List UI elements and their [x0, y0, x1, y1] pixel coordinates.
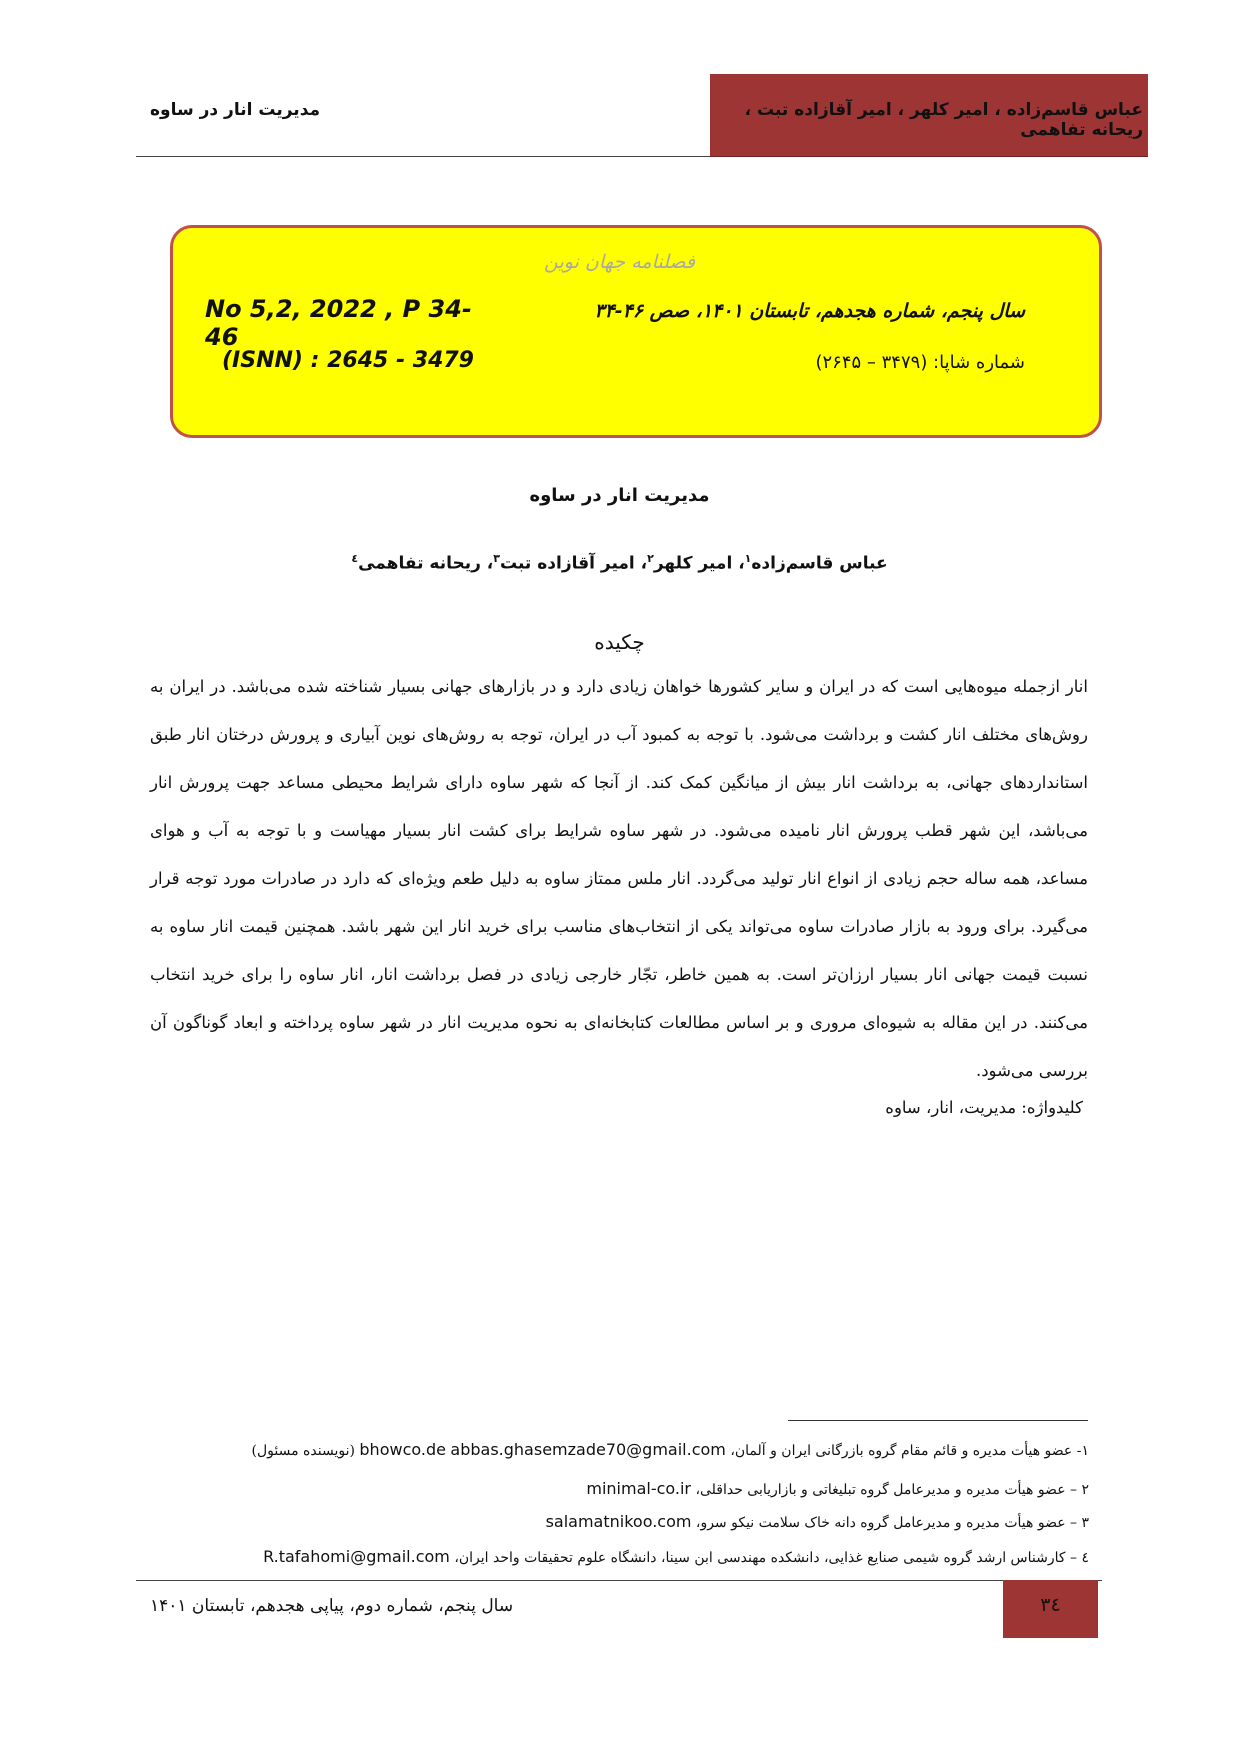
footnote-text: ٤ – کارشناس ارشد گروه شیمی صنایع غذایی، دانشکده مهندسی ابن سینا، دانشگاه علوم تحقیقات واحد ایران،	[449, 1550, 1089, 1566]
footnote-website[interactable]: bhowco.de	[359, 1440, 446, 1459]
header-rule	[136, 156, 710, 157]
journal-name: فصلنامه جهان نوین	[544, 251, 695, 273]
footnote-email[interactable]: R.tafahomi@gmail.com	[263, 1547, 450, 1566]
footnote-website[interactable]: minimal-co.ir	[586, 1479, 691, 1498]
footnote-4	[129, 1547, 1089, 1566]
header-title: مدیریت انار در ساوه	[150, 100, 321, 120]
author-mark: ۳	[493, 552, 500, 565]
author-mark: ۲	[647, 552, 654, 565]
footnote-website[interactable]: salamatnikoo.com	[545, 1512, 692, 1531]
footnote-note: (نویسنده مسئول)	[251, 1443, 355, 1459]
issn-english: (ISNN) : 2645 - 3479	[222, 348, 474, 373]
issue-info-persian: سال پنجم، شماره هجدهم، تابستان ۱۴۰۱، صص ۴۶-۳۴	[594, 300, 1025, 322]
author-name: عباس قاسم‌زاده	[751, 553, 888, 574]
article-title: مدیریت انار در ساوه	[529, 485, 710, 506]
author-name: ریحانه تفاهمی	[358, 553, 481, 574]
footer-rule	[136, 1580, 1102, 1581]
footnote-email[interactable]: abbas.ghasemzade70@gmail.com	[450, 1440, 726, 1459]
footer-issue-info: سال پنجم، شماره دوم، پیاپی هجدهم، تابستان ۱۴۰۱	[150, 1596, 514, 1616]
footnote-rule	[788, 1420, 1088, 1421]
author-name: امیر کلهر	[653, 553, 733, 574]
abstract-heading: چکیده	[594, 630, 645, 654]
page-number: ۳٤	[1040, 1594, 1061, 1616]
author-name: امیر آقازاده تبت	[500, 553, 635, 574]
footnote-2	[129, 1479, 1089, 1498]
issue-info-english: No 5,2, 2022 , P 34-46	[205, 295, 472, 351]
keywords: کلیدواژه: مدیریت، انار، ساوه	[885, 1098, 1083, 1117]
header-authors: عباس قاسم‌زاده ، امیر کلهر ، امیر آقازاده تبت ، ریحانه تفاهمی	[744, 100, 1143, 140]
author-mark: ۱	[744, 552, 752, 565]
footnote-3	[129, 1512, 1089, 1531]
footnote-text: ۱- عضو هیأت مدیره و قائم مقام گروه بازرگانی ایران و آلمان،	[725, 1443, 1089, 1459]
footnote-text: ۲ – عضو هیأت مدیره و مدیرعامل گروه تبلیغاتی و بازاریابی حداقلی،	[691, 1482, 1089, 1498]
author-mark: ٤	[351, 552, 359, 565]
abstract-body: انار ازجمله میوه‌هایی است که در ایران و سایر کشورها خواهان زیادی دارد و در بازارهای جهانی بسیار شناخته شده می‌باشد. در ایران به روش‌های مختلف انار کشت و برداشت می‌شود. با توجه به کمبود آب در ایران، توجه به روش‌های نوین آبیاری و پرورش درختان انار طبق استانداردهای جهانی، به برداشت انار بیش از میانگین کمک کند. از آنجا که شهر ساوه دارای شرایط محیطی مساعد جهت پرورش انار می‌باشد، این شهر قطب پرورش انار نامیده می‌شود. در شهر ساوه شرایط برای کشت انار بسیار مهیاست و با توجه به آب و هوای مساعد، همه ساله حجم زیادی از انواع انار تولید می‌گردد. انار ملس ممتاز ساوه به دلیل طعم ویژه‌ای که دارد در صادرات مورد توجه قرار می‌گیرد. برای ورود به بازار صادرات ساوه می‌تواند یکی از انتخاب‌های مناسب برای خرید انار این شهر باشد. همچنین قیمت انار ساوه به نسبت قیمت جهانی انار بسیار ارزان‌تر است. به همین خاطر، تجّار خارجی زیادی در فصل برداشت انار، انار ساوه را برای خرید انتخاب می‌کنند. در این مقاله به شیوه‌ای مروری و بر اساس مطالعات کتابخانه‌ای به نحوه مدیریت انار در شهر ساوه پرداخته و ابعاد گوناگون آن بررسی می‌شود.	[150, 677, 1088, 1080]
issn-persian: شماره شاپا: (۳۴۷۹ – ۲۶۴۵)	[815, 352, 1025, 373]
footnote-1	[129, 1440, 1089, 1459]
footnote-text: ۳ – عضو هیأت مدیره و مدیرعامل گروه دانه خاک سلامت نیکو سرو،	[691, 1515, 1089, 1531]
author-list: عباس قاسم‌زاده$^۱$، امیر کلهر$^۲$، امیر آقازاده تبت$^۳$، ریحانه تفاهمی$^٤$	[351, 552, 888, 574]
